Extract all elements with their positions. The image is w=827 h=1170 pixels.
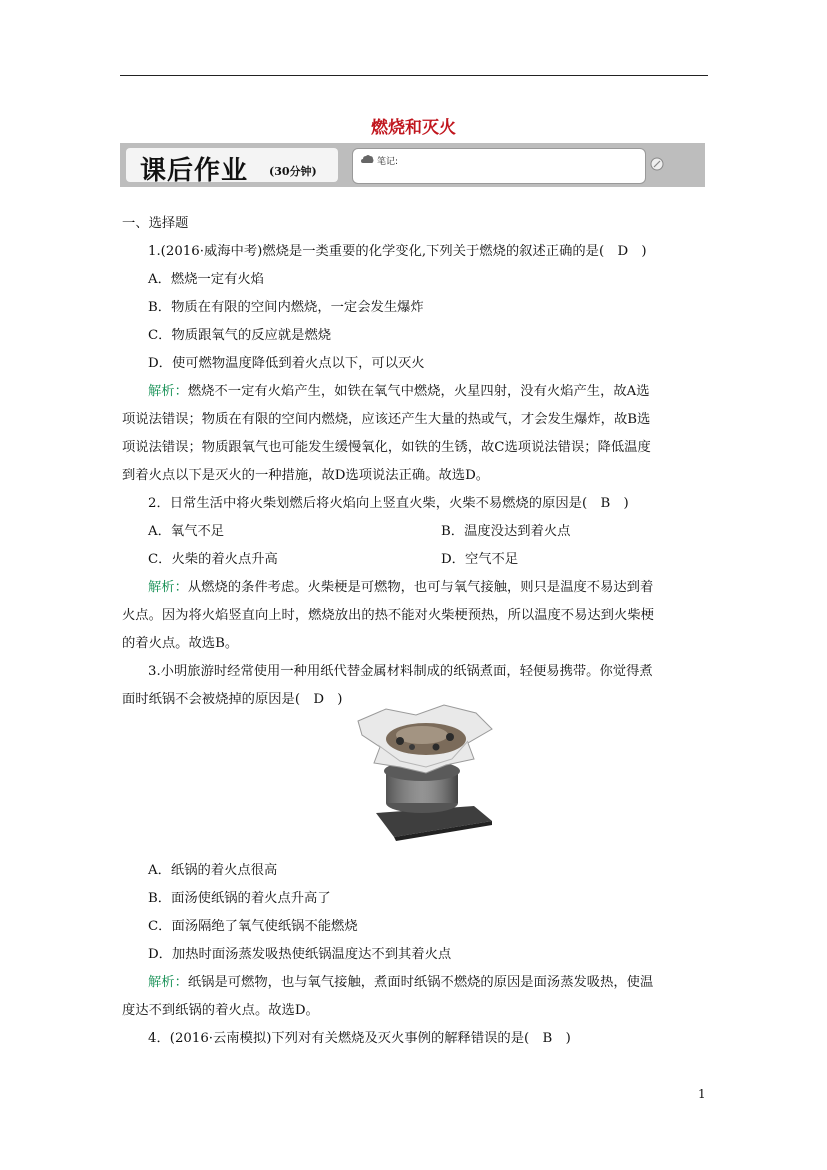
q1-analysis-line-4: 到着火点以下是灭火的一种措施，故D选项说法正确。故选D。: [122, 468, 490, 483]
analysis-label: 解析：: [148, 384, 188, 399]
q1-stem: 1.(2016·威海中考)燃烧是一类重要的化学变化,下列关于燃烧的叙述正确的是( D ): [148, 244, 647, 259]
notes-field[interactable]: [352, 148, 646, 184]
q1-analysis-line-1: [148, 383, 650, 401]
q3-stem-line-2: 面时纸锅不会被烧掉的原因是( D ): [122, 692, 343, 707]
q2-analysis-line-1: [148, 579, 653, 597]
q1-option-d: D．使可燃物温度降低到着火点以下，可以灭火: [148, 356, 425, 371]
homework-banner: [120, 143, 705, 187]
q3-stem-line-1: 3.小明旅游时经常使用一种用纸代替金属材料制成的纸锅煮面，轻便易携带。你觉得煮: [148, 664, 653, 679]
pin-icon: [650, 157, 664, 171]
banner-label-box: [126, 148, 338, 186]
q2-analysis-line-2: 火点。因为将火焰竖直向上时，燃烧放出的热不能对火柴梗预热，所以温度不易达到火柴梗: [122, 608, 654, 623]
q2-analysis-line-3: 的着火点。故选B。: [122, 636, 239, 651]
paper-pot-icon: [356, 701, 496, 841]
q2-option-d: D．空气不足: [441, 552, 519, 567]
q4-stem: 4．(2016·云南模拟)下列对有关燃烧及灭火事例的解释错误的是( B ): [148, 1031, 571, 1046]
q3-option-c: C．面汤隔绝了氧气使纸锅不能燃烧: [148, 919, 358, 934]
q3-analysis-line-1: [148, 974, 653, 992]
banner-time: (30分钟): [269, 165, 317, 178]
q2-option-b: B．温度没达到着火点: [441, 524, 571, 539]
q1-option-a: A．燃烧一定有火焰: [148, 272, 264, 287]
analysis-text: 纸锅是可燃物，也与氧气接触，煮面时纸锅不燃烧的原因是面汤蒸发吸热，使温: [187, 975, 654, 990]
q2-stem: 2．日常生活中将火柴划燃后将火焰向上竖直火柴，火柴不易燃烧的原因是( B ): [148, 496, 629, 511]
q3-option-b: B．面汤使纸锅的着火点升高了: [148, 891, 331, 906]
analysis-label: 解析：: [148, 580, 188, 595]
section-heading: 一、选择题: [122, 216, 189, 231]
q1-analysis-line-3: 项说法错误；物质跟氧气也可能发生缓慢氧化，如铁的生锈，故C选项说法错误；降低温度: [122, 440, 651, 455]
q1-analysis-line-2: 项说法错误；物质在有限的空间内燃烧，应该还产生大量的热或气，才会发生爆炸，故B选: [122, 412, 651, 427]
banner-title: 课后作业: [140, 156, 249, 186]
analysis-text: 燃烧不一定有火焰产生，如铁在氧气中燃烧，火星四射，没有火焰产生，故A选: [187, 384, 650, 399]
analysis-label: 解析：: [148, 975, 188, 990]
notes-label: 笔记:: [377, 157, 399, 167]
q1-option-b: B．物质在有限的空间内燃烧，一定会发生爆炸: [148, 300, 424, 315]
q2-option-c: C．火柴的着火点升高: [148, 552, 278, 567]
page-number: 1: [698, 1087, 706, 1101]
q3-option-a: A．纸锅的着火点很高: [148, 863, 278, 878]
header-rule: [120, 75, 708, 76]
q1-option-c: C．物质跟氧气的反应就是燃烧: [148, 328, 332, 343]
analysis-text: 从燃烧的条件考虑。火柴梗是可燃物，也可与氧气接触，则只是温度不易达到着: [187, 580, 654, 595]
page-title: 燃烧和灭火: [371, 118, 456, 138]
cloud-icon: [361, 154, 374, 164]
q3-option-d: D．加热时面汤蒸发吸热使纸锅温度达不到其着火点: [148, 947, 452, 962]
q3-analysis-line-2: 度达不到纸锅的着火点。故选D。: [122, 1003, 319, 1018]
q2-option-a: A．氧气不足: [148, 524, 225, 539]
